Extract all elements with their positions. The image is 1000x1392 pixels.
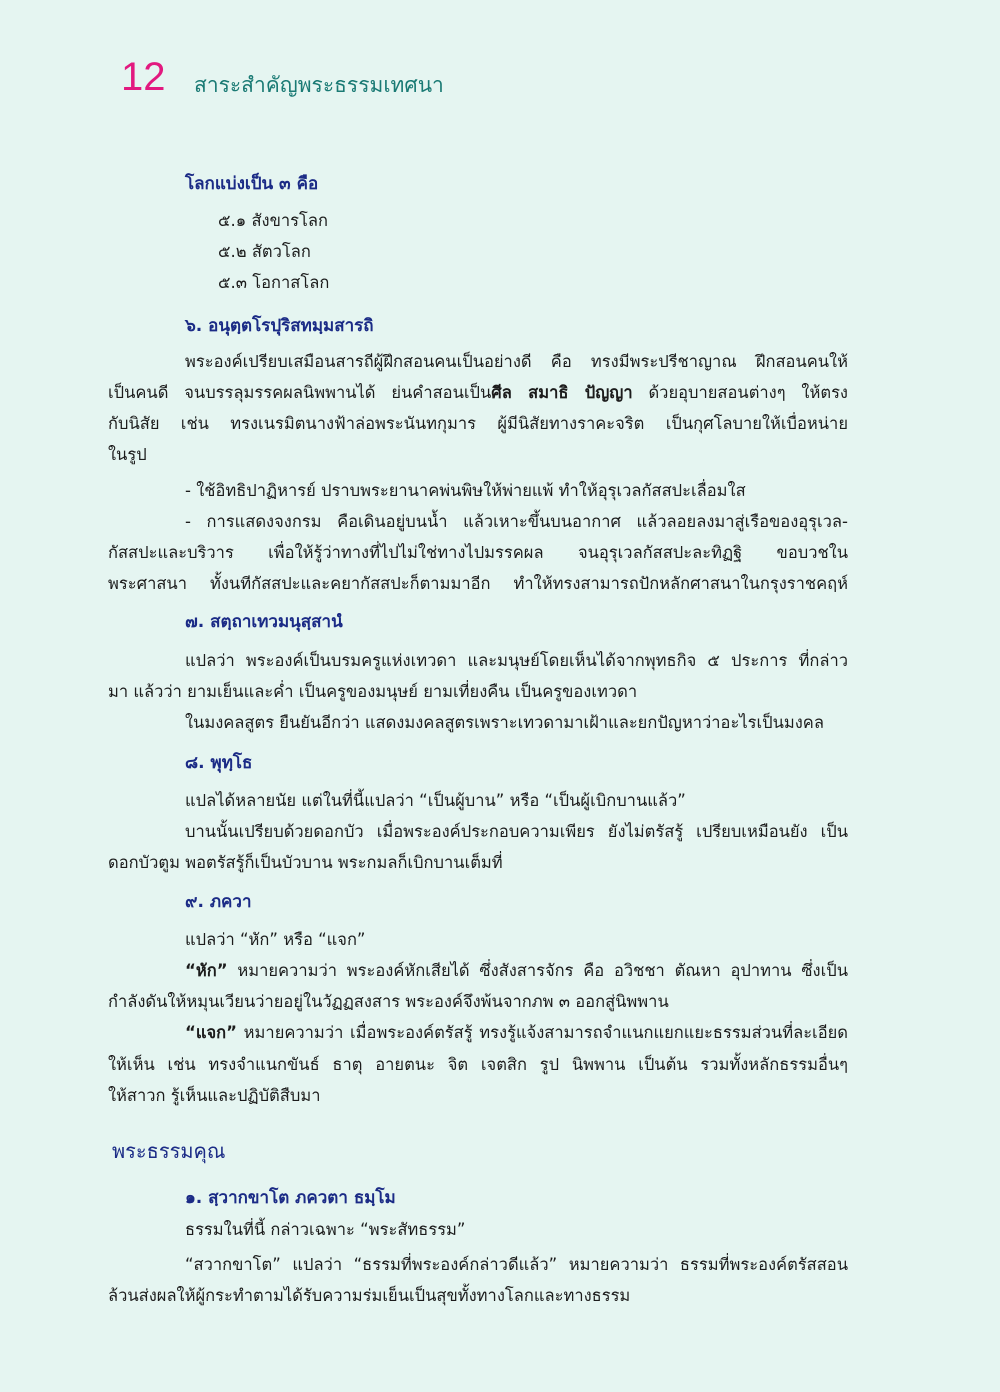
section-8-paragraph: บานนั้นเปรียบด้วยดอกบัว เมื่อพระองค์ประกอบความเพียร ยังไม่ตรัสรู้ เปรียบเหมือนยัง เป็น: [185, 822, 848, 841]
section-9-paragraph: กำลังดันให้หมุนเวียนว่ายอยู่ในวัฏฏสงสาร พระองค์จึงพ้นจากภพ ๓ ออกสู่นิพพาน: [108, 992, 669, 1011]
section-7-paragraph: แปลว่า พระองค์เป็นบรมครูแห่งเทวดา และมนุษย์โดยเห็นได้จากพุทธกิจ ๕ ประการ ที่กล่าว: [185, 651, 848, 670]
bullet-item: กัสสปะและบริวาร เพื่อให้รู้ว่าทางที่ไปไม่ใช่ทางไปมรรคผล จนอุรุเวลกัสสปะละทิฏฐิ ขอบวชใน: [108, 543, 848, 562]
section-title-dhamma: พระธรรมคุณ: [112, 1139, 226, 1163]
dhamma-paragraph: ล้วนส่งผลให้ผู้กระทำตามได้รับความร่มเย็นเป็นสุขทั้งทางโลกและทางธรรม: [108, 1286, 631, 1305]
section-6-paragraph: เป็นคนดี จนบรรลุมรรคผลนิพพานได้ ย่นคำสอนเป็นศีล สมาธิ ปัญญา ด้วยอุบายสอนต่างๆ ให้ตรง: [108, 383, 848, 402]
section-6-paragraph: กับนิสัย เช่น ทรงเนรมิตนางฟ้าล่อพระนันทกุมาร ผู้มีนิสัยทางราคะจริต เป็นกุศโลบายให้เบื่อหน่าย: [108, 414, 848, 433]
section-9-paragraph: “หัก” หมายความว่า พระองค์หักเสียได้ ซึ่งสังสารจักร คือ อวิชชา ตัณหา อุปาทาน ซึ่งเป็น: [185, 961, 848, 980]
bullet-item: - การแสดงจงกรม คือเดินอยู่บนน้ำ แล้วเหาะขึ้นบนอากาศ แล้วลอยลงมาสู่เรือของอุรุเวล-: [185, 512, 848, 531]
dhamma-1-heading: ๑. สฺวากขาโต ภควตา ธมฺโม: [185, 1188, 396, 1208]
section-8-heading: ๘. พุทฺโธ: [185, 753, 253, 773]
loka-item: ๕.๑ สังขารโลก: [218, 211, 328, 230]
section-6-heading: ๖. อนุตฺตโรปุริสทมฺมสารถิ: [185, 316, 374, 336]
loka-item: ๕.๒ สัตวโลก: [218, 242, 311, 261]
loka-item: ๕.๓ โอกาสโลก: [218, 273, 330, 292]
section-9-paragraph: ให้เห็น เช่น ทรงจำแนกขันธ์ ธาตุ อายตนะ จิต เจตสิก รูป นิพพาน เป็นต้น รวมทั้งหลักธรรมอื่นๆ: [108, 1055, 848, 1074]
book-title: สาระสำคัญพระธรรมเทศนา: [194, 73, 444, 97]
key-terms: ศีล สมาธิ ปัญญา: [491, 383, 633, 402]
section-6-paragraph: ในรูป: [108, 445, 147, 464]
section-6-paragraph: พระองค์เปรียบเสมือนสารถีผู้ฝึกสอนคนเป็นอย่างดี คือ ทรงมีพระปรีชาญาณ ฝึกสอนคนให้: [185, 352, 848, 371]
section-9-paragraph: “แจก” หมายความว่า เมื่อพระองค์ตรัสรู้ ทรงรู้แจ้งสามารถจำแนกแยกแยะธรรมส่วนที่ละเอียด: [185, 1023, 848, 1042]
section-9-paragraph: ให้สาวก รู้เห็นและปฏิบัติสืบมา: [108, 1086, 321, 1105]
bullet-item: พระศาสนา ทั้งนทีกัสสปะและคยากัสสปะก็ตามมาอีก ทำให้ทรงสามารถปักหลักศาสนาในกรุงราชคฤห์: [108, 574, 848, 593]
section-9-heading: ๙. ภควา: [185, 892, 252, 912]
section-8-paragraph: แปลได้หลายนัย แต่ในที่นี้แปลว่า “เป็นผู้บาน” หรือ “เป็นผู้เบิกบานแล้ว”: [185, 791, 686, 810]
dhamma-paragraph: ธรรมในที่นี้ กล่าวเฉพาะ “พระสัทธรรม”: [185, 1220, 466, 1239]
dhamma-paragraph: “สวากขาโต” แปลว่า “ธรรมที่พระองค์กล่าวดีแล้ว” หมายความว่า ธรรมที่พระองค์ตรัสสอน: [185, 1255, 848, 1274]
section-7-paragraph: ในมงคลสูตร ยืนยันอีกว่า แสดงมงคลสูตรเพราะเทวดามาเฝ้าและยกปัญหาว่าอะไรเป็นมงคล: [185, 713, 824, 732]
page-number: 12: [121, 55, 166, 99]
bullet-item: - ใช้อิทธิปาฏิหารย์ ปราบพระยานาคพ่นพิษให้พ่ายแพ้ ทำให้อุรุเวลกัสสปะเลื่อมใส: [185, 481, 746, 500]
loka-heading: โลกแบ่งเป็น ๓ คือ: [185, 174, 319, 194]
section-8-paragraph: ดอกบัวตูม พอตรัสรู้ก็เป็นบัวบาน พระกมลก็เบิกบานเต็มที่: [108, 853, 503, 872]
section-7-heading: ๗. สตฺถาเทวมนุสฺสานํ: [185, 612, 343, 632]
section-7-paragraph: มา แล้วว่า ยามเย็นและค่ำ เป็นครูของมนุษย์ ยามเที่ยงคืน เป็นครูของเทวดา: [108, 682, 638, 701]
section-9-paragraph: แปลว่า “หัก” หรือ “แจก”: [185, 930, 366, 949]
term-hak: “หัก”: [185, 961, 228, 980]
term-jaek: “แจก”: [185, 1023, 237, 1042]
